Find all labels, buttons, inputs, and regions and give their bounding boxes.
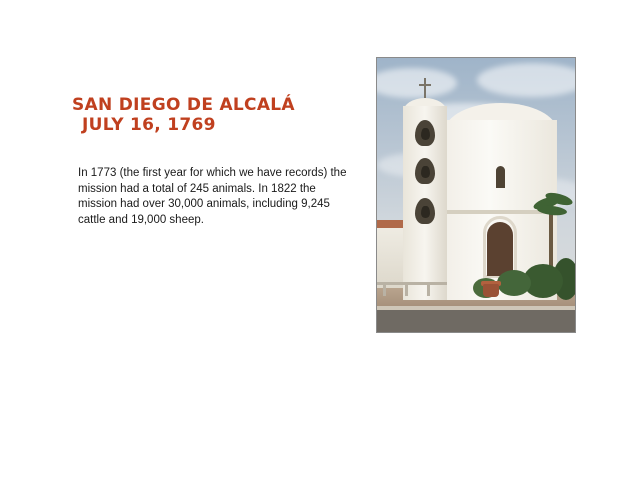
cross-icon	[424, 78, 426, 98]
slide-title	[72, 95, 352, 135]
cross-icon	[419, 84, 431, 86]
slide-image-frame	[376, 57, 576, 333]
railing-post	[405, 282, 408, 296]
planter-pot	[483, 284, 499, 297]
facade-window	[496, 166, 505, 188]
bell	[421, 206, 430, 218]
slide-body-text: In 1773 (the first year for which we have records) the mission had a total of 245 animals. In 1822 the mission had over 30,000 animals, including 9,245 cattle and 19,000 sheep.	[78, 167, 347, 226]
shrub	[497, 270, 531, 296]
bell	[421, 166, 430, 178]
plaza-railing	[377, 282, 447, 285]
title-line-1: SAN DIEGO DE ALCALÁ	[72, 95, 295, 115]
palm-tree-trunk	[549, 208, 553, 270]
bell	[421, 128, 430, 140]
road	[377, 310, 575, 332]
church-door	[487, 222, 513, 276]
mission-photo	[377, 58, 575, 332]
title-line-2: JULY 16, 1769	[82, 115, 216, 135]
railing-post	[383, 282, 386, 296]
railing-post	[427, 282, 430, 296]
